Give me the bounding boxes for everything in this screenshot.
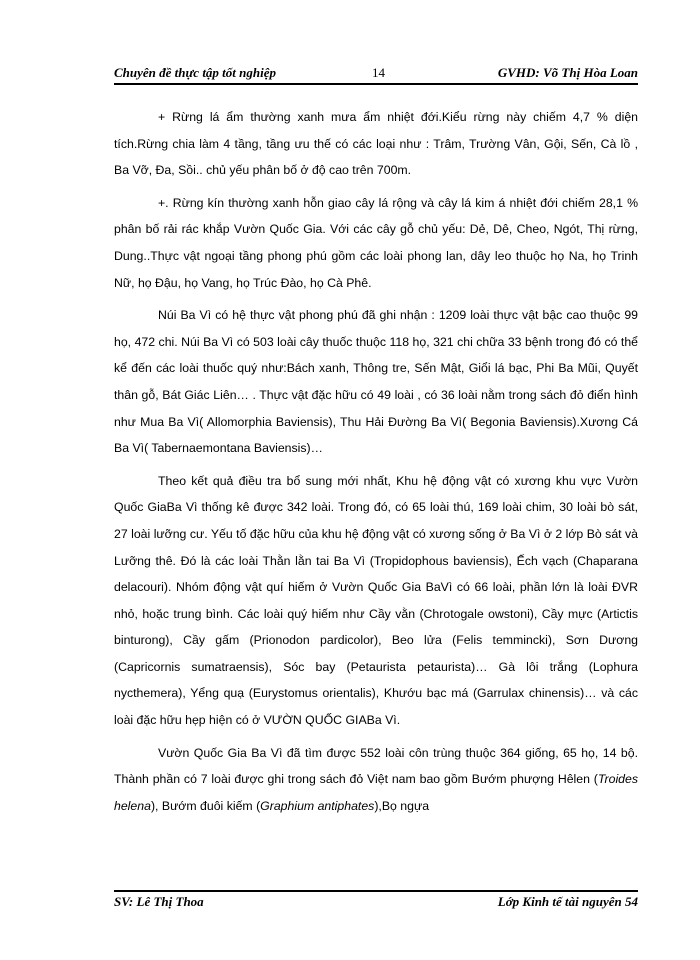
document-body	[114, 104, 638, 819]
page-footer	[114, 890, 638, 914]
insects-text-middle: ), Bướm đuôi kiếm (	[150, 798, 261, 813]
paragraph-insects	[114, 740, 638, 820]
insects-text-after: ),Bọ ngựa	[374, 798, 430, 813]
header-title: Chuyên đề thực tập tốt nghiệp	[114, 65, 276, 80]
page-number: 14	[372, 65, 385, 80]
page-header	[114, 63, 638, 85]
species-troides-helena: Troides helena	[114, 772, 638, 813]
footer-class: Lớp Kinh tế tài nguyên 54	[497, 894, 638, 909]
paragraph-fauna: Theo kết quả điều tra bổ sung mới nhất, Khu hệ động vật có xương khu vực Vườn Quốc GiaBa Vì thống kê được 342 loài. Trong đó, có 65 loài thú, 169 loài chim, 30 loài bò sát, 27 loài lưỡng cư. Yếu tố đặc hữu của khu hệ động vật có xương sống ở Ba Vì ở 2 lớp Bò sát và Lưỡng thê. Đó là các loài Thằn lằn tai Ba Vì (Tropidophous baviensis), Ếch vạch (Chaparana delacouri). Nhóm động vật quí hiếm ở Vườn Quốc Gia BaVì có 66 loài, phần lớn là loài ĐVR nhỏ, hoặc trung bình. Các loài quý hiếm như Cầy vằn (Chrotogale owstoni), Cầy mực (Artictis binturong), Cầy gấm (Prionodon pardicolor), Beo lửa (Felis temmincki), Sơn Dương (Capricornis sumatraensis), Sóc bay (Petaurista petaurista)… Gà lôi trắng (Lophura nycthemera), Yểng quạ (Eurystomus orientalis), Khướu bạc má (Garrulax chinensis)… và các loài đặc hữu hẹp hiện có ở VƯỜN QUỐC GIABa Vì.	[114, 473, 638, 728]
footer-student: SV: Lê Thị Thoa	[114, 894, 204, 909]
species-graphium-antiphates: Graphium antiphates	[260, 798, 375, 813]
insects-text-before: Vườn Quốc Gia Ba Vì đã tìm được 552 loài côn trùng thuộc 364 giống, 65 họ, 14 bộ. Thành phần có 7 loài được ghi trong sách đỏ Việt nam bao gồm Bướm phượng Hêlen (	[114, 745, 638, 787]
header-supervisor: GVHD: Võ Thị Hòa Loan	[497, 65, 638, 80]
paragraph-flora: Núi Ba Vì có hệ thực vật phong phú đã ghi nhận : 1209 loài thực vật bậc cao thuộc 99 họ, 472 chi. Núi Ba Vì có 503 loài cây thuốc thuộc 118 họ, 321 chi chữa 33 bệnh trong đó có thể kể đến các loài thuốc quý như:Bách xanh, Thông tre, Sến Mật, Giổi lá bạc, Phi Ba Mũi, Quyết thân gỗ, Bát Giác Liên… . Thực vật đặc hữu có 49 loài , có 36 loài nằm trong sách đỏ điển hình như Mua Ba Vì( Allomorphia Baviensis), Thu Hải Đường Ba Vì( Begonia Baviensis).Xương Cá Ba Vì( Tabernaemontana Baviensis)…	[114, 308, 638, 456]
paragraph-mixed-forest: +. Rừng kín thường xanh hỗn giao cây lá rộng và cây lá kim á nhiệt đới chiếm 28,1 % phân bố rải rác khắp Vườn Quốc Gia. Với các cây gỗ chủ yếu: Dẻ, Dê, Cheo, Ngót, Thị rừng, Dung..Thực vật ngoại tầng phong phú gồm các loài phong lan, dây leo thuộc họ Na, họ Trinh Nữ, họ Đậu, họ Vang, họ Trúc Đào, họ Cà Phê.	[114, 195, 638, 290]
paragraph-rainforest: + Rừng lá ẩm thường xanh mưa ẩm nhiệt đới.Kiểu rừng này chiếm 4,7 % diện tích.Rừng chia làm 4 tầng, tầng ưu thế có các loại như : Trâm, Trường Vân, Gội, Sến, Cà lồ , Ba Vỡ, Đa, Sồi.. chủ yếu phân bố ở độ cao trên 700m.	[114, 110, 638, 178]
